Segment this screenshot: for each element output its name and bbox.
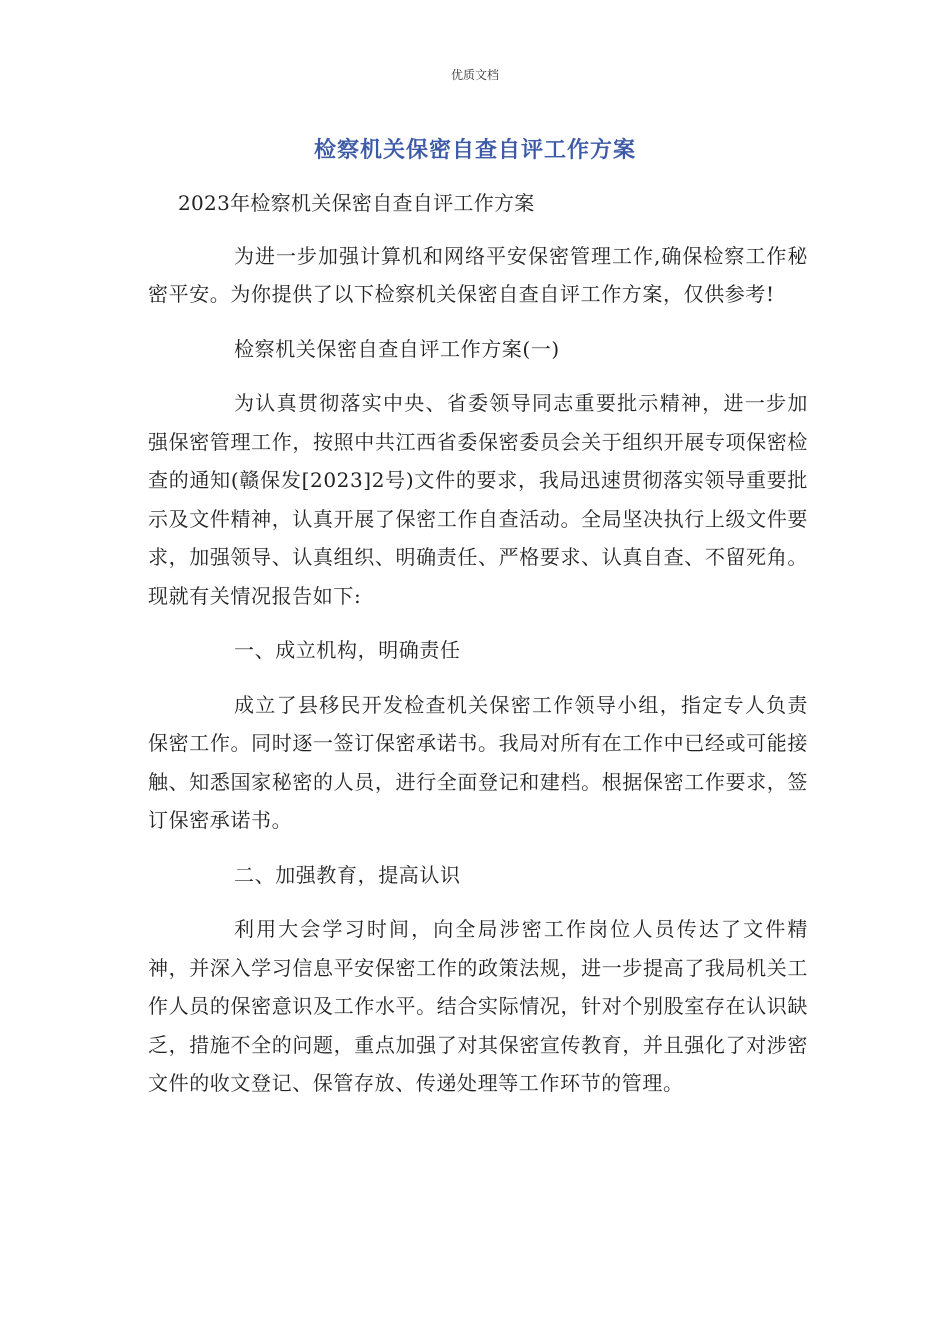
document-title: 检察机关保密自查自评工作方案 xyxy=(313,138,636,163)
body-paragraph: 利用大会学习时间，向全局涉密工作岗位人员传达了文件精神，并深入学习信息平安保密工作的政策法规，进一步提高了我局机关工作人员的保密意识及工作水平。结合实际情况，针对个别股室存在认识缺乏，措施不全的问题，重点加强了对其保密宣传教育，并且强化了对涉密文件的收文登记、保管存放、传递处理等工作环节的管理。 xyxy=(148,917,808,1095)
body-paragraph: 成立了县移民开发检查机关保密工作领导小组，指定专人负责保密工作。同时逐一签订保密承诺书。我局对所有在工作中已经或可能接触、知悉国家秘密的人员，进行全面登记和建档。根据保密工作要求，签订保密承诺书。 xyxy=(148,692,808,832)
document-body xyxy=(148,184,808,1103)
intro-paragraph: 为进一步加强计算机和网络平安保密管理工作,确保检察工作秘密平安。为你提供了以下检察机关保密自查自评工作方案，仅供参考! xyxy=(148,243,808,306)
document-subtitle: 2023年检察机关保密自查自评工作方案 xyxy=(178,191,535,215)
header-label: 优质文档 xyxy=(450,68,499,82)
section-heading-plan-one: 检察机关保密自查自评工作方案(一) xyxy=(234,336,560,361)
section-heading-one: 一、成立机构，明确责任 xyxy=(234,638,461,662)
body-paragraph: 为认真贯彻落实中央、省委领导同志重要批示精神，进一步加强保密管理工作，按照中共江西省委保密委员会关于组织开展专项保密检查的通知(赣保发[2023]2号)文件的要求，我局迅速贯彻落实领导重要批示及文件精神，认真开展了保密工作自查活动。全局坚决执行上级文件要求，加强领导、认真组织、明确责任、严格要求、认真自查、不留死角。现就有关情况报告如下: xyxy=(148,391,808,608)
section-heading-two: 二、加强教育，提高认识 xyxy=(234,862,461,887)
